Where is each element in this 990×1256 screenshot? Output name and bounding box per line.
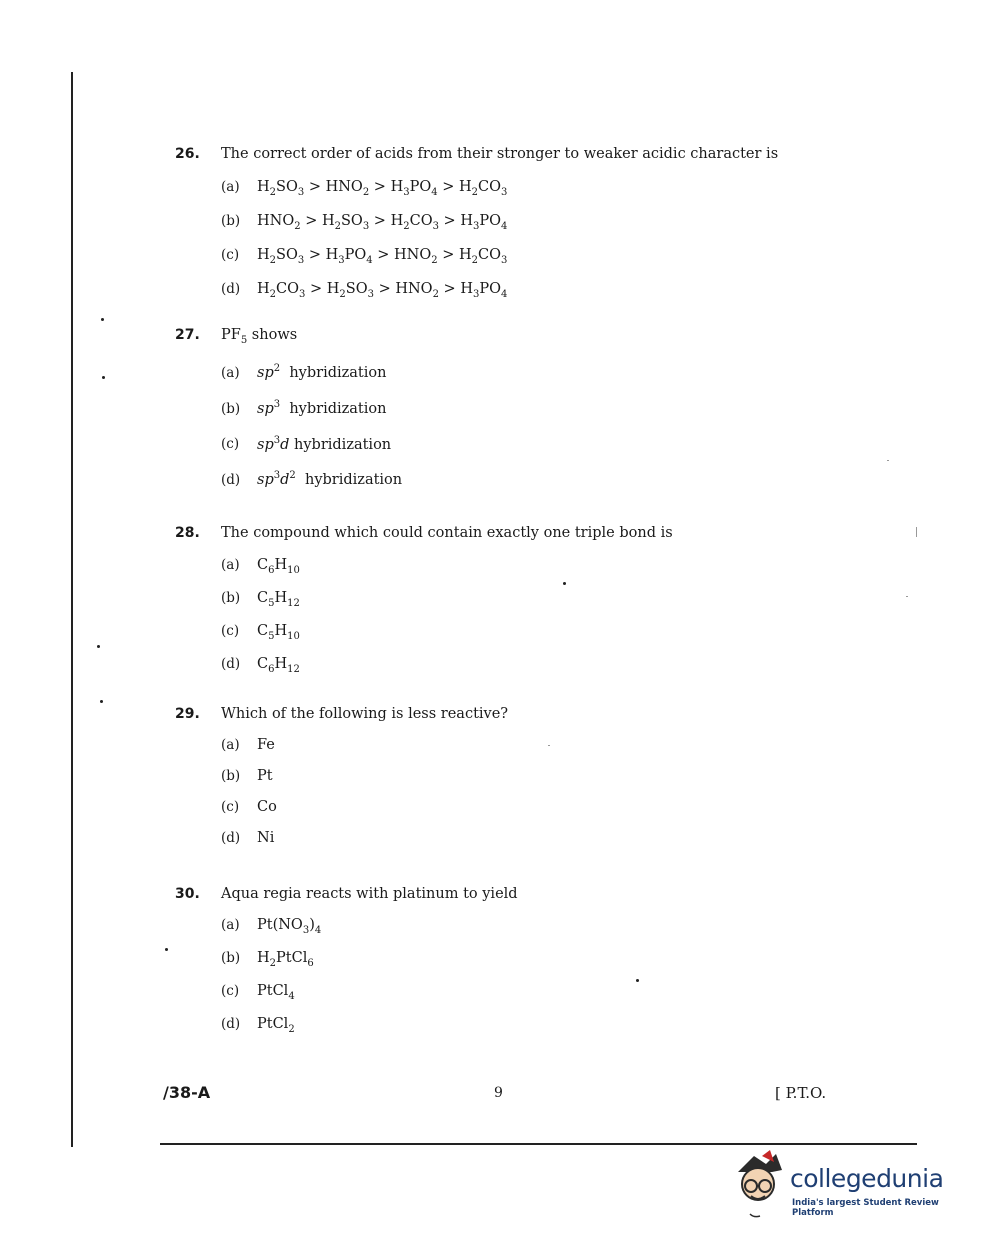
option-text: Fe — [257, 737, 275, 753]
collegedunia-logo — [732, 1150, 962, 1220]
option-label: (b) — [221, 212, 241, 229]
option-label: (d) — [221, 472, 241, 489]
option-a — [221, 179, 815, 198]
option-c — [221, 247, 815, 266]
option-b — [221, 399, 815, 417]
option-text: $C_6H_{10}$ — [257, 557, 300, 576]
question-30 — [175, 886, 815, 1035]
brand-name: collegedunia — [790, 1164, 944, 1193]
question-number: 29. — [175, 706, 200, 722]
option-label: (a) — [221, 557, 240, 573]
option-d — [221, 281, 815, 300]
mascot-cap-tassel — [762, 1150, 774, 1162]
scan-mark — [887, 460, 889, 461]
option-label: (a) — [221, 364, 240, 381]
option-text: $H_2SO_3 > HNO_2 > H_3PO_4 > H_2CO_3$ — [257, 179, 508, 198]
question-number: 26. — [175, 146, 200, 162]
option-label: (d) — [221, 830, 241, 846]
option-text: Ni — [257, 830, 275, 846]
option-text: $sp^2$ hybridization — [257, 362, 387, 381]
option-b — [221, 768, 815, 784]
option-text: PtCl$_2$ — [257, 1015, 295, 1035]
option-label: (b) — [221, 589, 241, 606]
scan-border-bottom — [160, 1143, 917, 1145]
option-text: $H_2SO_3 > H_3PO_4 > HNO_2 > H_2CO_3$ — [257, 246, 508, 266]
option-c — [221, 983, 815, 1002]
mascot-icon — [732, 1150, 790, 1220]
scan-border-left — [71, 72, 73, 1147]
option-text: PtCl$_4$ — [257, 982, 295, 1002]
option-label: (b) — [221, 768, 241, 784]
scan-speck — [165, 948, 168, 951]
option-b — [221, 590, 815, 609]
question-number: 30. — [175, 886, 200, 902]
scan-speck — [102, 376, 105, 379]
option-a — [221, 917, 815, 936]
option-text: $Pt(NO_3)_4$ — [257, 917, 322, 936]
option-a — [221, 557, 815, 576]
option-text: $HNO_2 > H_2SO_3 > H_2CO_3 > H_3PO_4$ — [257, 212, 508, 232]
option-label: (a) — [221, 917, 240, 933]
option-b — [221, 950, 815, 969]
scan-speck — [101, 318, 104, 321]
option-c — [221, 799, 815, 815]
option-label: (b) — [221, 400, 241, 417]
paper-code: /38-A — [163, 1083, 211, 1102]
option-b — [221, 213, 815, 232]
question-text: $PF_5$ shows — [221, 327, 298, 346]
option-label: (d) — [221, 1015, 241, 1032]
question-27 — [175, 327, 815, 488]
option-label: (c) — [221, 436, 240, 453]
option-text: $C_5H_{12}$ — [257, 589, 300, 609]
option-c — [221, 435, 815, 453]
option-text: $H_2CO_3 > H_2SO_3 > HNO_2 > H_3PO_4$ — [257, 280, 508, 300]
option-d — [221, 470, 815, 488]
option-a — [221, 737, 815, 753]
option-text: $sp^3d$ hybridization — [257, 434, 392, 453]
option-label: (d) — [221, 280, 241, 297]
option-label: (a) — [221, 179, 240, 195]
question-28 — [175, 525, 815, 675]
option-d — [221, 830, 815, 846]
question-29 — [175, 706, 815, 846]
brand-tagline: India's largest Student Review Platform — [792, 1198, 939, 1218]
option-text: $C_5H_{10}$ — [257, 622, 300, 642]
scan-mark — [916, 527, 917, 537]
option-text: Co — [257, 799, 277, 815]
option-label: (c) — [221, 246, 240, 263]
question-text: Aqua regia reacts with platinum to yield — [221, 886, 518, 902]
option-c — [221, 623, 815, 642]
question-number: 28. — [175, 525, 200, 541]
question-text: The correct order of acids from their stronger to weaker acidic character is — [221, 146, 779, 162]
scan-mark — [906, 596, 908, 597]
question-text: Which of the following is less reactive? — [221, 706, 509, 722]
option-text: $sp^3d^2$ hybridization — [257, 470, 403, 489]
page-number: 9 — [494, 1085, 503, 1101]
option-d — [221, 656, 815, 675]
option-label: (c) — [221, 799, 240, 815]
option-label: (c) — [221, 622, 240, 639]
option-label: (a) — [221, 737, 240, 753]
scan-speck — [100, 700, 103, 703]
question-text: The compound which could contain exactly one triple bond is — [221, 525, 673, 541]
option-text: $C_6H_{12}$ — [257, 655, 300, 675]
question-number: 27. — [175, 327, 200, 343]
option-d — [221, 1016, 815, 1035]
option-text: $H_2PtCl_6$ — [257, 949, 314, 969]
please-turn-over: [ P.T.O. — [775, 1084, 827, 1102]
option-label: (d) — [221, 655, 241, 672]
option-a — [221, 363, 815, 381]
question-26 — [175, 146, 815, 300]
option-label: (b) — [221, 949, 241, 966]
scan-speck — [97, 645, 100, 648]
option-label: (c) — [221, 982, 240, 999]
option-text: Pt — [257, 768, 273, 784]
option-text: $sp^3$ hybridization — [257, 398, 387, 417]
